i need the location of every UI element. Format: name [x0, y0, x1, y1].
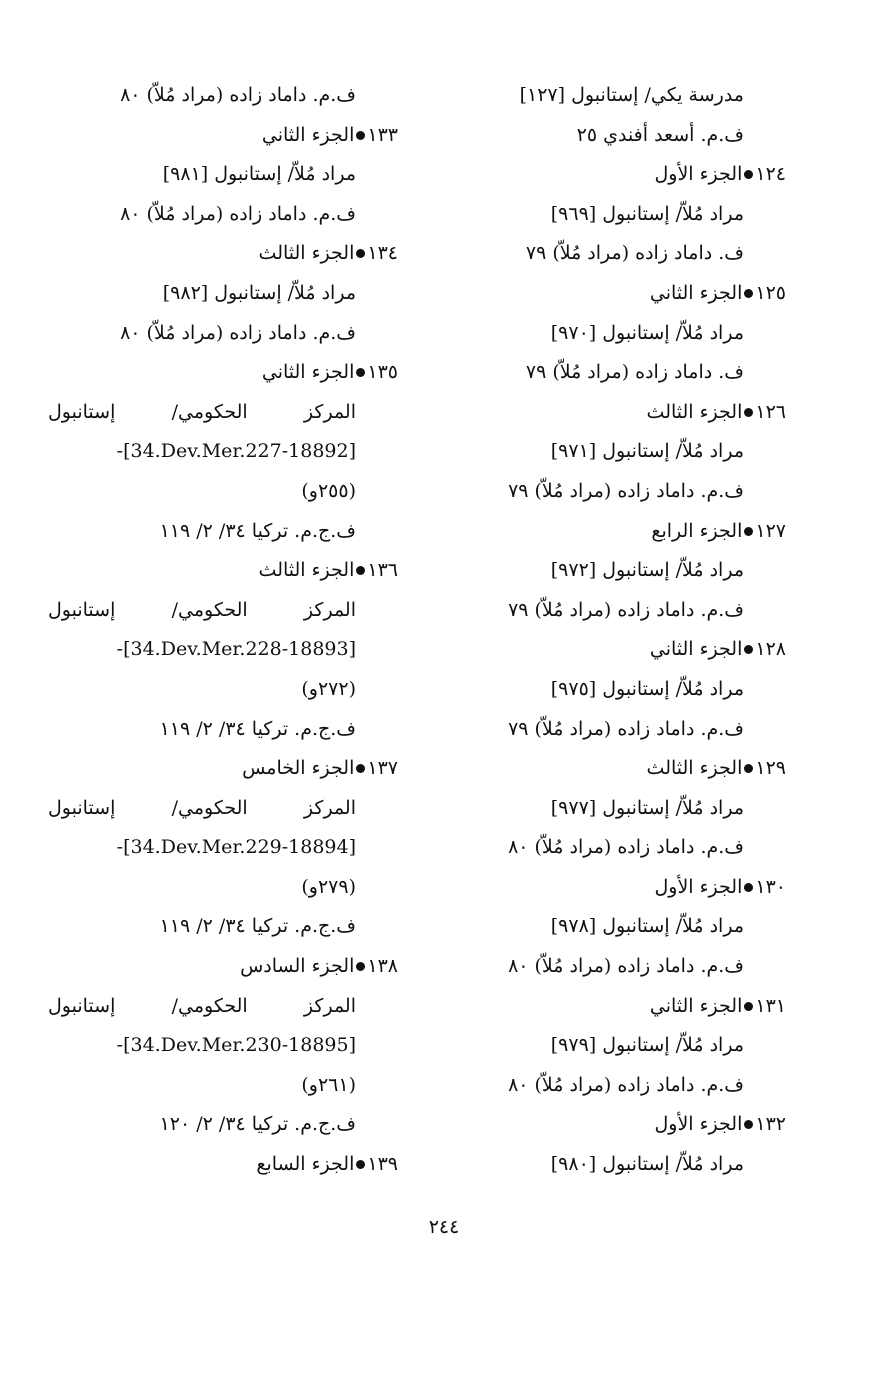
- bullet-icon: [356, 764, 365, 773]
- entry-number: ١٣٩: [367, 1153, 398, 1176]
- bullet-icon: [744, 1002, 753, 1011]
- entry-line: ف. داماد زاده (مراد مُلاّ) ٧٩: [525, 361, 744, 384]
- entry-line: المركز الحكومي/ إستانبول: [48, 796, 356, 819]
- entry-number: ١٣١: [755, 994, 786, 1017]
- entry-number: ١٣٣: [367, 123, 398, 146]
- entry-line: مراد مُلاّ/ إستانبول [٩٨١]: [162, 163, 356, 186]
- entry-line: ف.م. داماد زاده (مراد مُلاّ) ٨٠: [120, 84, 356, 106]
- entry-number: ١٣٨: [367, 955, 398, 978]
- bullet-icon: [356, 368, 365, 377]
- entry-number: ١٣٥: [367, 361, 398, 384]
- shelfmark-line: -[34.Dev.Mer.230-18895]: [116, 1034, 356, 1057]
- entry-line: مراد مُلاّ/ إستانبول [٩٧٧]: [550, 796, 744, 819]
- entry-line: مراد مُلاّ/ إستانبول [٩٧٠]: [550, 321, 744, 344]
- entry-heading: [446, 749, 786, 789]
- bullet-icon: [744, 527, 753, 536]
- entry-line: ف.م. داماد زاده (مراد مُلاّ) ٧٩: [508, 598, 744, 621]
- entry-line: مراد مُلاّ/ إستانبول [٩٧٥]: [550, 677, 744, 700]
- entry-number: ١٢٤: [755, 163, 786, 186]
- entry-heading: [446, 868, 786, 908]
- entry-number: ١٣٦: [367, 559, 398, 582]
- entry-line: (٢٥٥و): [301, 479, 356, 502]
- entry-line: ف.م. داماد زاده (مراد مُلاّ) ٨٠: [120, 202, 356, 225]
- entry-heading: [446, 987, 786, 1027]
- volume-label: الجزء الثاني: [649, 281, 743, 304]
- entry-line: ف.م. داماد زاده (مراد مُلاّ) ٧٩: [508, 479, 744, 502]
- shelfmark-line: -[34.Dev.Mer.229-18894]: [116, 836, 356, 859]
- volume-label: الجزء الثاني: [649, 638, 743, 661]
- bullet-icon: [356, 962, 365, 971]
- volume-label: الجزء الثالث: [258, 559, 355, 582]
- entry-heading: [446, 512, 786, 552]
- entry-heading: [48, 947, 398, 987]
- entry-line: مراد مُلاّ/ إستانبول [٩٦٩]: [550, 202, 744, 225]
- volume-label: الجزء الرابع: [651, 519, 743, 542]
- entry-heading: [48, 116, 398, 156]
- entry-heading: [446, 393, 786, 433]
- volume-label: الجزء الأول: [654, 875, 743, 898]
- entry-line: مراد مُلاّ/ إستانبول [٩٧٩]: [550, 1034, 744, 1057]
- bullet-icon: [744, 645, 753, 654]
- volume-label: الجزء الثالث: [646, 757, 743, 780]
- entry-heading: [48, 234, 398, 274]
- volume-label: الجزء الثالث: [646, 400, 743, 423]
- entry-line: (٢٧٢و): [301, 677, 356, 700]
- entry-heading: [48, 551, 398, 591]
- bullet-icon: [744, 1120, 753, 1129]
- entry-line: (٢٧٩و): [301, 875, 356, 898]
- shelfmark-line: -[34.Dev.Mer.228-18893]: [116, 638, 356, 661]
- volume-label: الجزء الثالث: [258, 242, 355, 265]
- left-column: [48, 76, 398, 1185]
- bullet-icon: [356, 131, 365, 140]
- entry-heading: [446, 155, 786, 195]
- entry-line: ف.م. داماد زاده (مراد مُلاّ) ٨٠: [120, 321, 356, 344]
- entry-line: مراد مُلاّ/ إستانبول [٩٧٢]: [550, 559, 744, 582]
- entry-heading: [48, 353, 398, 393]
- bullet-icon: [744, 764, 753, 773]
- page-number: ٢٤٤: [428, 1216, 460, 1238]
- entry-heading: [48, 1145, 398, 1185]
- entry-number: ١٢٦: [755, 400, 786, 423]
- entry-number: ١٢٩: [755, 757, 786, 780]
- entry-number: ١٣٤: [367, 242, 398, 265]
- shelfmark-line: -[34.Dev.Mer.227-18892]: [116, 440, 356, 463]
- volume-label: الجزء الثاني: [649, 994, 743, 1017]
- volume-label: الجزء الأول: [654, 1113, 743, 1136]
- bullet-icon: [744, 408, 753, 417]
- volume-label: الجزء الثاني: [261, 123, 355, 146]
- bullet-icon: [744, 883, 753, 892]
- entry-line: ف.م. داماد زاده (مراد مُلاّ) ٨٠: [508, 836, 744, 859]
- entry-heading: [446, 1105, 786, 1145]
- volume-label: الجزء الثاني: [261, 361, 355, 384]
- bullet-icon: [744, 289, 753, 298]
- entry-number: ١٣٠: [755, 875, 786, 898]
- entry-line: مراد مُلاّ/ إستانبول [٩٨٢]: [162, 281, 356, 304]
- entry-line: ف.ج.م. تركيا ٣٤/ ٢/ ١٢٠: [159, 1113, 356, 1136]
- entry-line: ف.م. داماد زاده (مراد مُلاّ) ٧٩: [508, 717, 744, 740]
- entry-line: مدرسة يكي/ إستانبول [١٢٧]: [519, 84, 744, 106]
- entry-line: (٢٦١و): [301, 1073, 356, 1096]
- entry-heading: [48, 749, 398, 789]
- bullet-icon: [356, 1160, 365, 1169]
- entry-line: مراد مُلاّ/ إستانبول [٩٨٠]: [550, 1153, 744, 1176]
- entry-line: ف.ج.م. تركيا ٣٤/ ٢/ ١١٩: [159, 519, 356, 542]
- entry-number: ١٢٥: [755, 281, 786, 304]
- entry-line: ف.م. داماد زاده (مراد مُلاّ) ٨٠: [508, 955, 744, 978]
- volume-label: الجزء الخامس: [242, 757, 355, 780]
- entry-line: المركز الحكومي/ إستانبول: [48, 400, 356, 423]
- volume-label: الجزء السادس: [240, 955, 355, 978]
- entry-line: مراد مُلاّ/ إستانبول [٩٧٨]: [550, 915, 744, 938]
- right-column: [446, 76, 786, 1185]
- entry-line: ف. داماد زاده (مراد مُلاّ) ٧٩: [525, 242, 744, 265]
- entry-line: مراد مُلاّ/ إستانبول [٩٧١]: [550, 440, 744, 463]
- bullet-icon: [356, 249, 365, 258]
- volume-label: الجزء الأول: [654, 163, 743, 186]
- bullet-icon: [744, 170, 753, 179]
- entry-line: ف.م. أسعد أفندي ٢٥: [576, 123, 744, 146]
- entry-number: ١٣٧: [367, 757, 398, 780]
- entry-number: ١٢٨: [755, 638, 786, 661]
- bullet-icon: [356, 566, 365, 575]
- entry-line: ف.ج.م. تركيا ٣٤/ ٢/ ١١٩: [159, 717, 356, 740]
- entry-number: ١٣٢: [755, 1113, 786, 1136]
- entry-heading: [446, 274, 786, 314]
- volume-label: الجزء السابع: [256, 1153, 355, 1176]
- entry-heading: [446, 630, 786, 670]
- entry-line: المركز الحكومي/ إستانبول: [48, 994, 356, 1017]
- entry-number: ١٢٧: [755, 519, 786, 542]
- entry-line: ف.ج.م. تركيا ٣٤/ ٢/ ١١٩: [159, 915, 356, 938]
- entry-line: ف.م. داماد زاده (مراد مُلاّ) ٨٠: [508, 1073, 744, 1096]
- entry-line: المركز الحكومي/ إستانبول: [48, 598, 356, 621]
